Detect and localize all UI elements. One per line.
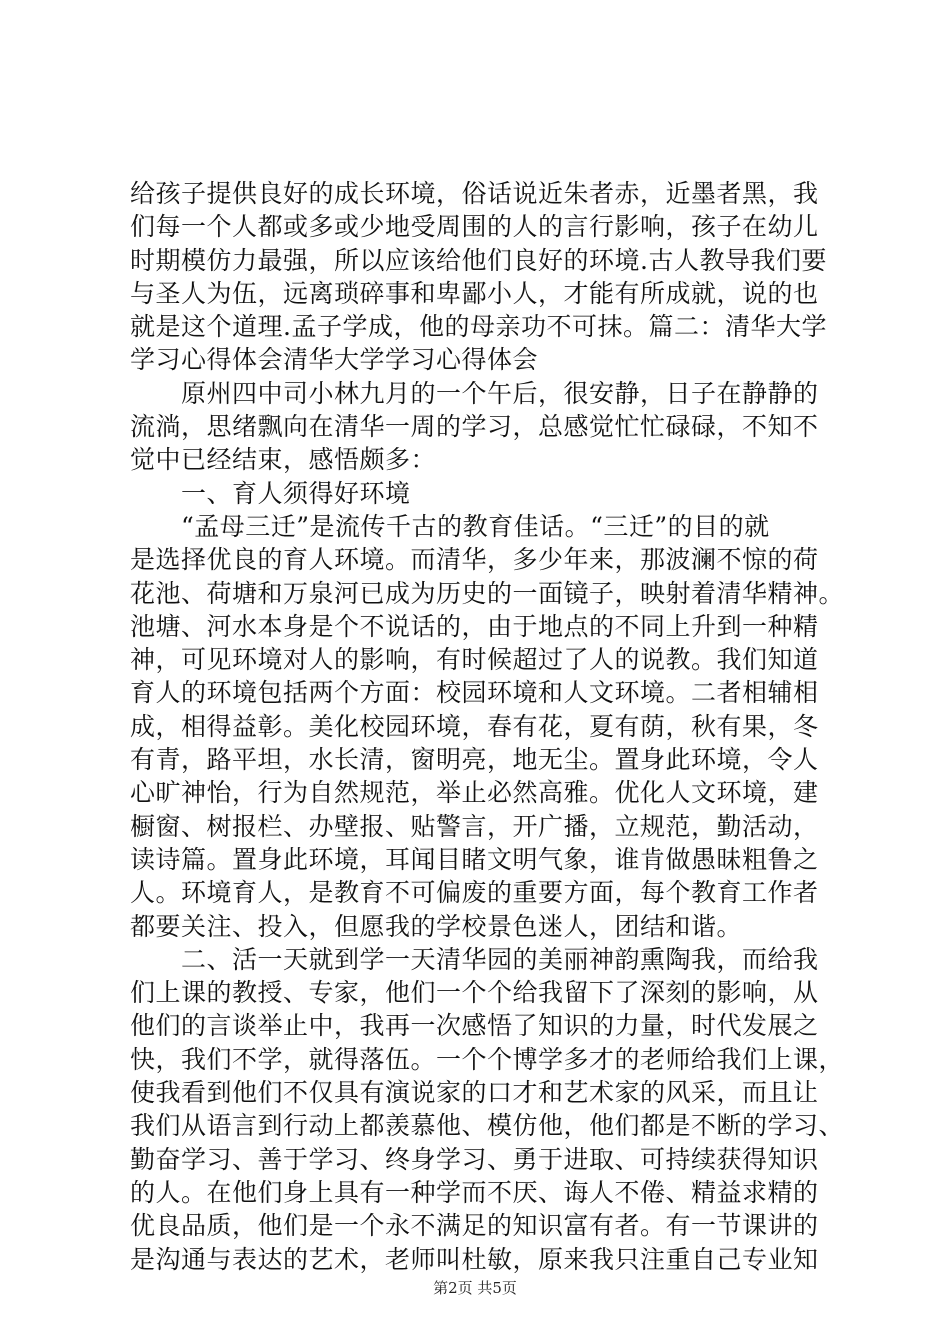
text-line: 勤奋学习、善于学习、终身学习、勇于进取、可持续获得知识 [130, 1144, 819, 1174]
text-line: 的人。在他们身上具有一种学而不厌、诲人不倦、精益求精的 [130, 1177, 819, 1207]
text-line: 他们的言谈举止中，我再一次感悟了知识的力量，时代发展之 [130, 1011, 819, 1041]
text-line: 使我看到他们不仅具有演说家的口才和艺术家的风采，而且让 [130, 1078, 819, 1108]
text-line: 给孩子提供良好的成长环境，俗话说近朱者赤，近墨者黑，我 [130, 179, 819, 208]
text-line: 流淌，思绪飘向在清华一周的学习，总感觉忙忙碌碌，不知不 [130, 412, 819, 442]
text-line: 心旷神怡，行为自然规范，举止必然高雅。优化人文环境，建 [130, 778, 819, 808]
text-line: 二、活一天就到学一天清华园的美丽神韵熏陶我，而给我 [130, 944, 819, 974]
text-line: 人。环境育人，是教育不可偏废的重要方面，每个教育工作者 [130, 878, 819, 908]
text-line: 是沟通与表达的艺术，老师叫杜敏，原来我只注重自己专业知 [130, 1244, 819, 1274]
page-number: 第2页 共5页 [433, 1279, 517, 1297]
text-line: 育人的环境包括两个方面：校园环境和人文环境。二者相辅相 [130, 678, 819, 708]
text-line: 就是这个道理.孟子学成，他的母亲功不可抹。篇二：清华大学 [130, 312, 827, 342]
text-line: 原州四中司小林九月的一个午后，很安静，日子在静静的 [130, 378, 819, 408]
text-line: 花池、荷塘和万泉河已成为历史的一面镜子，映射着清华精神。 [130, 578, 845, 608]
text-line: 们上课的教授、专家，他们一个个给我留下了深刻的影响，从 [130, 978, 819, 1008]
text-line: 优良品质，他们是一个永不满足的知识富有者。有一节课讲的 [130, 1211, 819, 1241]
text-line: 与圣人为伍，远离琐碎事和卑鄙小人，才能有所成就，说的也 [130, 278, 819, 308]
text-line: 神，可见环境对人的影响，有时候超过了人的说教。我们知道 [130, 645, 819, 675]
text-line: 我们从语言到行动上都羡慕他、模仿他，他们都是不断的学习、 [130, 1111, 845, 1141]
text-line: 读诗篇。置身此环境，耳闻目睹文明气象，谁肯做愚昧粗鲁之 [130, 844, 819, 874]
text-line: 快，我们不学，就得落伍。一个个博学多才的老师给我们上课， [130, 1044, 845, 1074]
body-text [130, 177, 845, 1276]
text-line: 有青，路平坦，水长清，窗明亮，地无尘。置身此环境，令人 [130, 745, 819, 775]
text-line: 橱窗、树报栏、办壁报、贴警言，开广播，立规范，勤活动， [130, 811, 819, 841]
section-heading: 一、育人须得好环境 [130, 478, 411, 508]
text-line: 成，相得益彰。美化校园环境，春有花，夏有荫，秋有果，冬 [130, 711, 819, 741]
text-line: 学习心得体会清华大学学习心得体会 [130, 345, 539, 375]
text-line: 是选择优良的育人环境。而清华，多少年来，那波澜不惊的荷 [130, 545, 819, 575]
text-line: 池塘、河水本身是个不说话的，由于地点的不同上升到一种精 [130, 611, 819, 641]
text-line: 觉中已经结束，感悟颇多： [130, 445, 437, 475]
page-footer [0, 1278, 950, 1298]
text-line: 时期模仿力最强，所以应该给他们良好的环境.古人教导我们要 [130, 245, 827, 275]
text-line: 都要关注、投入，但愿我的学校景色迷人，团结和谐。 [130, 911, 743, 941]
text-line: “孟母三迁”是流传千古的教育佳话。“三迁”的目的就 [130, 511, 770, 541]
text-line: 们每一个人都或多或少地受周围的人的言行影响，孩子在幼儿 [130, 212, 819, 242]
